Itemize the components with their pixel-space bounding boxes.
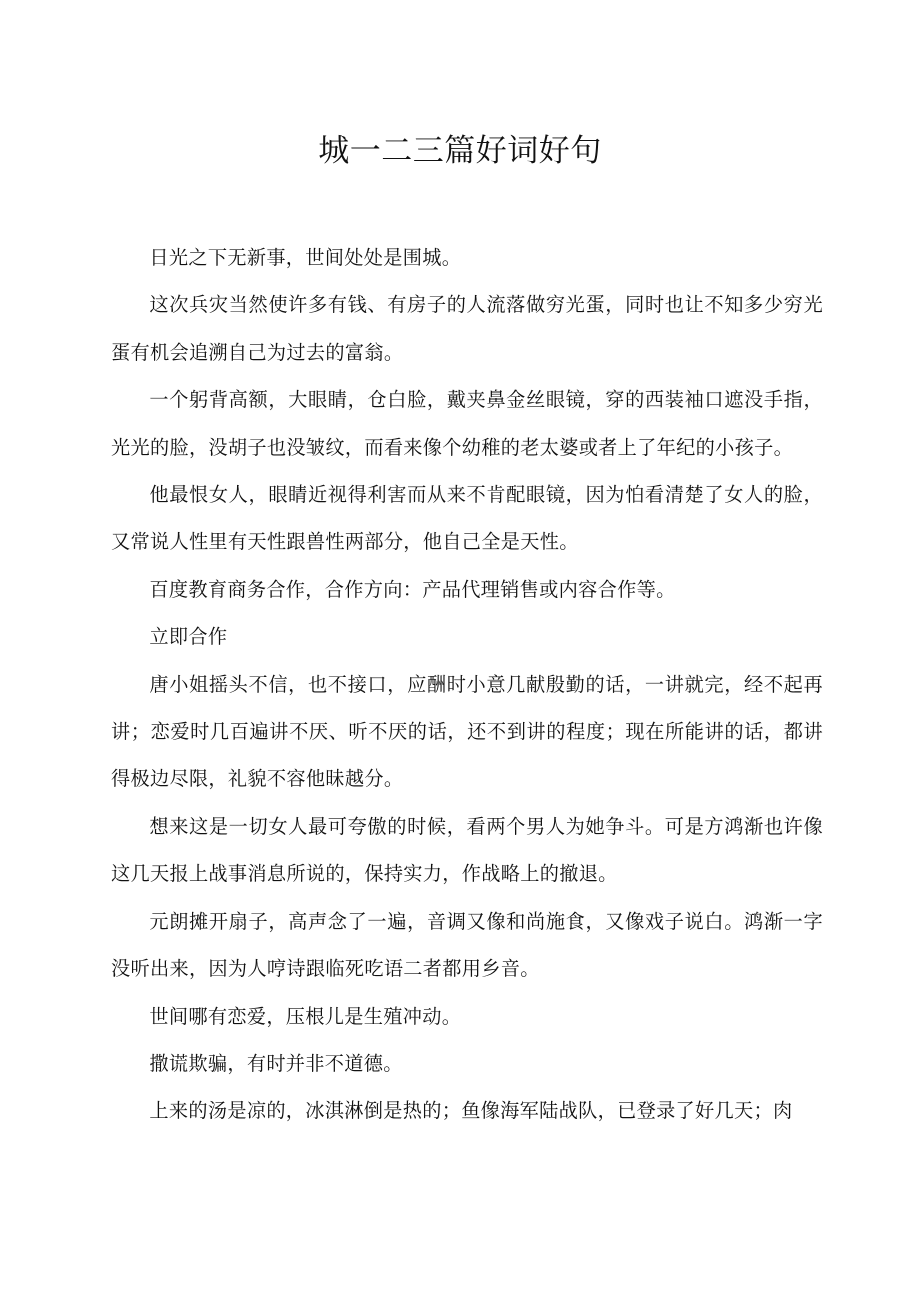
paragraph: 上来的汤是凉的，冰淇淋倒是热的；鱼像海军陆战队，已登录了好几天；肉 bbox=[149, 1099, 793, 1123]
paragraph: 百度教育商务合作，合作方向：产品代理销售或内容合作等。 bbox=[149, 577, 676, 601]
document-body bbox=[111, 234, 823, 1135]
paragraph: 撒谎欺骗，有时并非不道德。 bbox=[149, 1051, 403, 1075]
paragraph: 元朗摊开扇子，高声念了一遍，音调又像和尚施食，又像戏子说白。鸿渐一字没听出来，因为人哼诗跟临死吃语二者都用乡音。 bbox=[111, 909, 823, 981]
paragraph-link-text: 立即合作 bbox=[149, 625, 228, 649]
paragraph: 日光之下无新事，世间处处是围城。 bbox=[149, 246, 462, 269]
paragraph: 他最恨女人，眼睛近视得利害而从来不肯配眼镜，因为怕看清楚了女人的脸，又常说人性里有天性跟兽性两部分，他自己全是天性。 bbox=[111, 483, 823, 554]
paragraph: 一个躬背高额，大眼睛，仓白脸，戴夹鼻金丝眼镜，穿的西装袖口遮没手指，光光的脸，没胡子也没皱纹，而看来像个幼稚的老太婆或者上了年纪的小孩子。 bbox=[111, 388, 823, 459]
document-title: 城一二三篇好词好句 bbox=[318, 133, 602, 169]
paragraph: 唐小姐摇头不信，也不接口，应酬时小意几献殷勤的话，一讲就完，经不起再讲；恋爱时几百遍讲不厌、听不厌的话，还不到讲的程度；现在所能讲的话，都讲得极边尽限，礼貌不容他昧越分。 bbox=[111, 672, 823, 791]
paragraph: 世间哪有恋爱，压根儿是生殖冲动。 bbox=[149, 1004, 462, 1028]
paragraph: 这次兵灾当然使许多有钱、有房子的人流落做穷光蛋，同时也让不知多少穷光蛋有机会追溯自己为过去的富翁。 bbox=[111, 293, 823, 364]
paragraph: 想来这是一切女人最可夸傲的时候，看两个男人为她争斗。可是方鸿渐也许像这几天报上战事消息所说的，保持实力，作战略上的撤退。 bbox=[111, 814, 823, 886]
